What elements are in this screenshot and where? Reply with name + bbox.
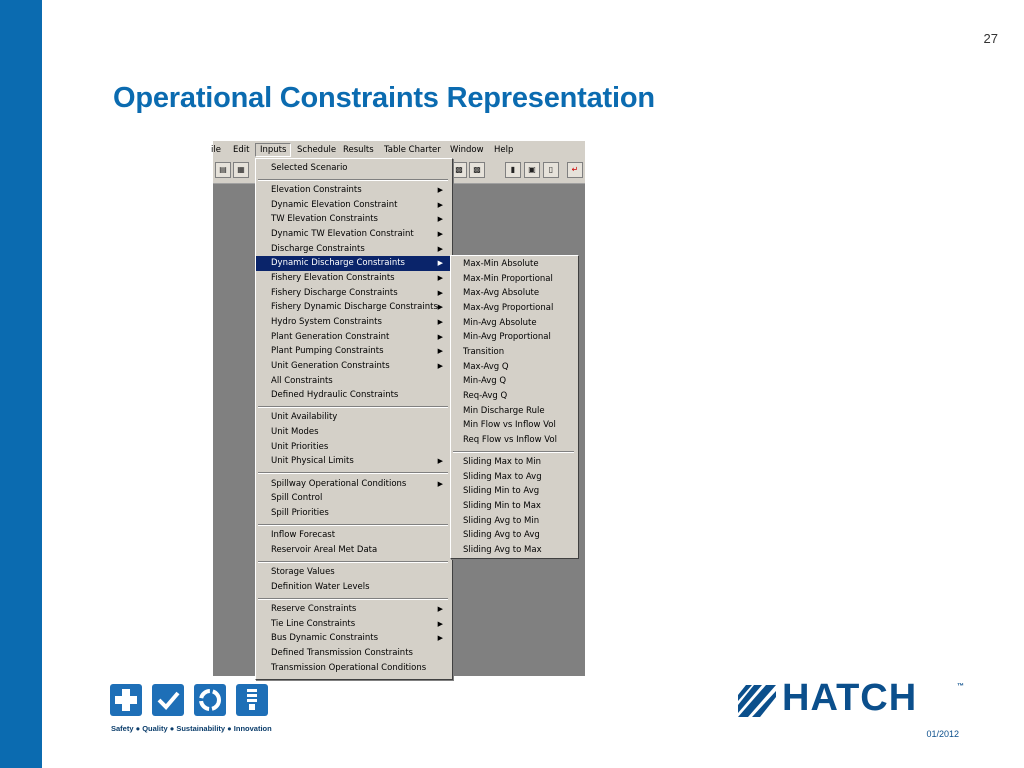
undo-arrow-icon[interactable]: ↵ [567,162,583,178]
submenu-arrow-icon: ▶ [437,303,443,311]
submenu-arrow-icon: ▶ [437,215,443,223]
menu-item-discharge-constraints[interactable]: Discharge Constraints ▶ [256,242,450,257]
menu-item-hydro-system-constraints[interactable]: Hydro System Constraints ▶ [256,315,450,330]
menu-bar [213,141,585,159]
menu-item-inflow-forecast[interactable]: Inflow Forecast [271,530,336,540]
submenu-item-sliding-min-to-avg[interactable]: Sliding Min to Avg [463,486,540,496]
menu-item-tie-line-constraints[interactable]: Tie Line Constraints ▶ [256,617,450,632]
menu-separator [258,406,448,408]
submenu-item-min-avg-proportional[interactable]: Min-Avg Proportional [463,332,551,342]
slide-number: 27 [983,31,998,46]
submenu-arrow-icon: ▶ [437,259,443,267]
submenu-item-req-flow-vs-inflow-vol[interactable]: Req Flow vs Inflow Vol [463,435,557,445]
submenu-arrow-icon: ▶ [437,480,443,488]
submenu-arrow-icon: ▶ [437,289,443,297]
footer-tagline: Safety ● Quality ● Sustainability ● Innovation [111,724,272,733]
dynamic-discharge-submenu [450,255,579,559]
menu-item-storage-values[interactable]: Storage Values [271,567,335,577]
submenu-item-sliding-avg-to-max[interactable]: Sliding Avg to Max [463,545,542,555]
menu-item-selected-scenario[interactable]: Selected Scenario [271,163,348,173]
submenu-item-max-min-proportional[interactable]: Max-Min Proportional [463,274,553,284]
submenu-arrow-icon: ▶ [437,605,443,613]
menu-edit[interactable]: Edit [233,145,250,155]
menu-item-unit-physical-limits[interactable]: Unit Physical Limits ▶ [256,454,450,469]
menu-separator [258,598,448,600]
menu-item-transmission-operational-conditions[interactable]: Transmission Operational Conditions [271,663,427,673]
clipboard-icon[interactable]: ▣ [524,162,540,178]
grid-green-icon[interactable]: ▩ [469,162,485,178]
menu-item-plant-generation-constraint[interactable]: Plant Generation Constraint ▶ [256,330,450,345]
menu-table-charter[interactable]: Table Charter [384,145,441,155]
menu-item-all-constraints[interactable]: All Constraints [271,376,333,386]
submenu-item-min-discharge-rule[interactable]: Min Discharge Rule [463,406,545,416]
submenu-item-min-flow-vs-inflow-vol[interactable]: Min Flow vs Inflow Vol [463,420,556,430]
menu-item-unit-generation-constraints[interactable]: Unit Generation Constraints ▶ [256,359,450,374]
menu-item-spill-control[interactable]: Spill Control [271,493,323,503]
slide-title: Operational Constraints Representation [113,82,655,114]
menu-item-dynamic-tw-elevation-constraint[interactable]: Dynamic TW Elevation Constraint ▶ [256,227,450,242]
menu-schedule[interactable]: Schedule [297,145,337,155]
menu-item-bus-dynamic-constraints[interactable]: Bus Dynamic Constraints ▶ [256,631,450,646]
application-screenshot [213,141,585,676]
menu-item-fishery-dynamic-discharge-constraints[interactable]: Fishery Dynamic Discharge Constraints ▶ [256,300,450,315]
menu-separator [258,561,448,563]
submenu-item-max-avg-proportional[interactable]: Max-Avg Proportional [463,303,554,313]
menu-separator [258,524,448,526]
submenu-item-sliding-min-to-max[interactable]: Sliding Min to Max [463,501,541,511]
submenu-item-sliding-max-to-min[interactable]: Sliding Max to Min [463,457,541,467]
footer-date: 01/2012 [926,729,959,739]
print-icon[interactable]: ▦ [233,162,249,178]
submenu-arrow-icon: ▶ [437,245,443,253]
menu-item-spill-priorities[interactable]: Spill Priorities [271,508,329,518]
menu-item-unit-modes[interactable]: Unit Modes [271,427,319,437]
menu-item-dynamic-discharge-constraints[interactable]: Dynamic Discharge Constraints ▶ [256,256,450,271]
submenu-item-sliding-avg-to-min[interactable]: Sliding Avg to Min [463,516,540,526]
submenu-item-sliding-max-to-avg[interactable]: Sliding Max to Avg [463,472,542,482]
grid-icon[interactable]: ▩ [451,162,467,178]
submenu-arrow-icon: ▶ [437,457,443,465]
menu-item-fishery-discharge-constraints[interactable]: Fishery Discharge Constraints ▶ [256,286,450,301]
menu-item-unit-availability[interactable]: Unit Availability [271,412,338,422]
submenu-arrow-icon: ▶ [437,620,443,628]
quality-checkmark-icon [152,684,184,716]
menu-item-fishery-elevation-constraints[interactable]: Fishery Elevation Constraints ▶ [256,271,450,286]
menu-item-defined-hydraulic-constraints[interactable]: Defined Hydraulic Constraints [271,390,399,400]
submenu-item-min-avg-q[interactable]: Min-Avg Q [463,376,507,386]
submenu-arrow-icon: ▶ [437,201,443,209]
submenu-item-max-min-absolute[interactable]: Max-Min Absolute [463,259,539,269]
submenu-arrow-icon: ▶ [437,186,443,194]
submenu-item-sliding-avg-to-avg[interactable]: Sliding Avg to Avg [463,530,540,540]
menu-item-spillway-operational-conditions[interactable]: Spillway Operational Conditions ▶ [256,477,450,492]
menu-inputs[interactable]: Inputs [255,143,291,157]
submenu-item-max-avg-q[interactable]: Max-Avg Q [463,362,509,372]
hatch-logo [738,677,968,721]
menu-item-defined-transmission-constraints[interactable]: Defined Transmission Constraints [271,648,413,658]
submenu-item-min-avg-absolute[interactable]: Min-Avg Absolute [463,318,537,328]
submenu-arrow-icon: ▶ [437,333,443,341]
menu-item-reserve-constraints[interactable]: Reserve Constraints ▶ [256,602,450,617]
menu-item-definition-water-levels[interactable]: Definition Water Levels [271,582,370,592]
trademark: ™ [957,683,964,690]
menu-file[interactable]: ile [211,145,221,155]
sustainability-recycle-icon [194,684,226,716]
menu-results[interactable]: Results [343,145,374,155]
submenu-item-transition[interactable]: Transition [463,347,505,357]
innovation-lightbulb-icon [236,684,268,716]
menu-item-dynamic-elevation-constraint[interactable]: Dynamic Elevation Constraint ▶ [256,198,450,213]
menu-separator [453,451,574,453]
menu-window[interactable]: Window [450,145,484,155]
menu-item-plant-pumping-constraints[interactable]: Plant Pumping Constraints ▶ [256,344,450,359]
menu-item-unit-priorities[interactable]: Unit Priorities [271,442,329,452]
safety-plus-icon [110,684,142,716]
submenu-arrow-icon: ▶ [437,362,443,370]
company-name: HATCH [782,677,918,719]
menu-help[interactable]: Help [494,145,514,155]
submenu-arrow-icon: ▶ [437,634,443,642]
new-document-icon[interactable]: ▯ [543,162,559,178]
left-accent-bar [0,0,42,768]
submenu-arrow-icon: ▶ [437,274,443,282]
menu-separator [258,179,448,181]
submenu-arrow-icon: ▶ [437,347,443,355]
menu-item-tw-elevation-constraints[interactable]: TW Elevation Constraints ▶ [256,212,450,227]
menu-item-elevation-constraints[interactable]: Elevation Constraints ▶ [256,183,450,198]
bar-chart-icon[interactable]: ▮ [505,162,521,178]
menu-item-reservoir-areal-met-data[interactable]: Reservoir Areal Met Data [271,545,378,555]
submenu-arrow-icon: ▶ [437,230,443,238]
hatch-stripes-icon [738,683,778,719]
inputs-dropdown-menu [255,158,453,680]
menu-separator [258,472,448,474]
open-folder-icon[interactable]: ▤ [215,162,231,178]
submenu-item-req-avg-q[interactable]: Req-Avg Q [463,391,508,401]
submenu-arrow-icon: ▶ [437,318,443,326]
submenu-item-max-avg-absolute[interactable]: Max-Avg Absolute [463,288,540,298]
